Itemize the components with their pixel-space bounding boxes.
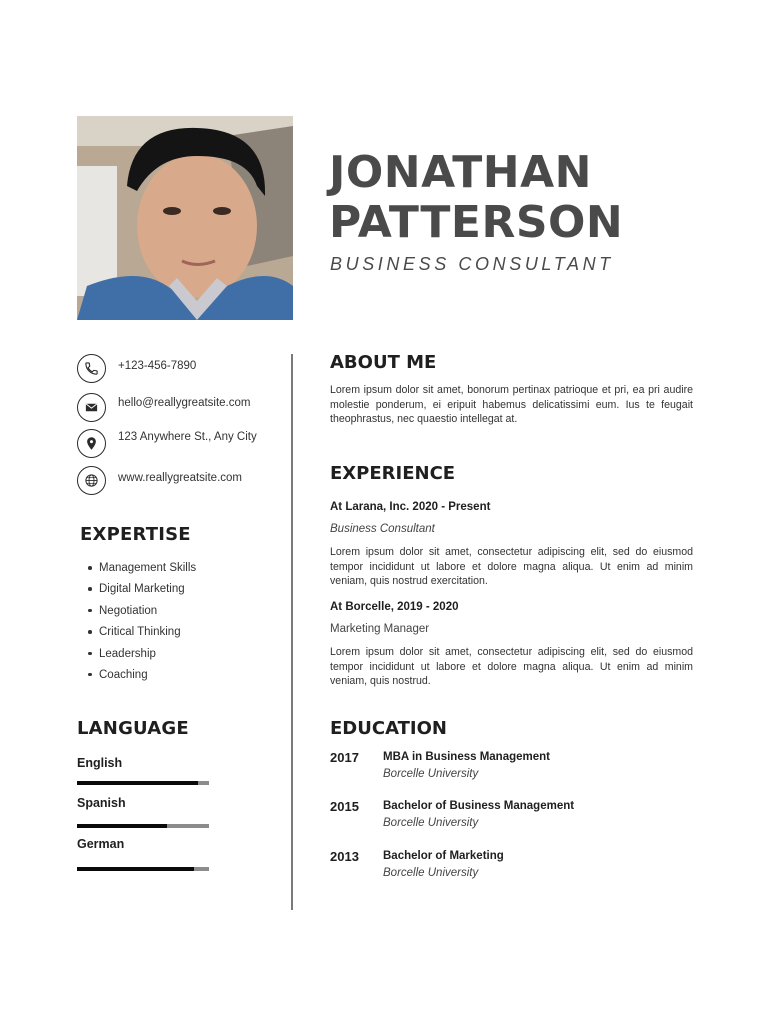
- job-2-role: Marketing Manager: [330, 623, 430, 635]
- job-1-description: Lorem ipsum dolor sit amet, consectetur adipiscing elit, sed do eiusmod tempor incididunt ut labore et dolore magna aliqua. Ut enim ad minim veniam, quis nostrud exercitation.: [330, 546, 693, 587]
- language-heading: LANGUAGE: [77, 718, 189, 739]
- list-item: Digital Marketing: [88, 580, 196, 601]
- contact-website: [77, 466, 268, 495]
- edu-1-degree: MBA in Business Management: [383, 751, 550, 763]
- mail-icon: [77, 393, 106, 422]
- website-text: www.reallygreatsite.com: [118, 472, 242, 484]
- contact-phone: [77, 354, 268, 383]
- edu-3-year: 2013: [330, 849, 359, 864]
- contact-address: [77, 429, 268, 458]
- job-2-description: Lorem ipsum dolor sit amet, consectetur adipiscing elit, sed do eiusmod tempor incididunt ut labore et dolore magna aliqua. Ut enim ad minim veniam, quis nostrud.: [330, 646, 693, 687]
- job-2-title: At Borcelle, 2019 - 2020: [330, 601, 459, 613]
- location-icon: [77, 429, 106, 458]
- edu-1-school: Borcelle University: [383, 768, 479, 780]
- list-item: Coaching: [88, 666, 196, 687]
- job-1-role: Business Consultant: [330, 523, 435, 535]
- experience-heading: EXPERIENCE: [330, 463, 456, 484]
- job-1-title: At Larana, Inc. 2020 - Present: [330, 501, 491, 513]
- column-divider: [291, 354, 293, 910]
- language-english-bar: [77, 781, 209, 785]
- language-german: German: [77, 837, 125, 851]
- edu-3-degree: Bachelor of Marketing: [383, 850, 504, 862]
- address-text: 123 Anywhere St., Any City: [118, 431, 257, 443]
- list-item: Negotiation: [88, 602, 196, 623]
- profile-photo: [77, 116, 293, 320]
- expertise-heading: EXPERTISE: [80, 524, 191, 545]
- globe-icon: [77, 466, 106, 495]
- list-item: Management Skills: [88, 559, 196, 580]
- language-english-fill: [77, 781, 198, 785]
- language-spanish-bar: [77, 824, 209, 828]
- list-item: Critical Thinking: [88, 623, 196, 644]
- portrait-image: [77, 116, 293, 320]
- language-spanish: Spanish: [77, 796, 126, 810]
- name-last: PATTERSON: [329, 197, 624, 248]
- name-first: JONATHAN: [329, 147, 592, 198]
- language-spanish-fill: [77, 824, 167, 828]
- edu-2-year: 2015: [330, 799, 359, 814]
- email-text: hello@reallygreatsite.com: [118, 397, 251, 409]
- edu-3-school: Borcelle University: [383, 867, 479, 879]
- phone-text: +123-456-7890: [118, 360, 197, 372]
- edu-2-school: Borcelle University: [383, 817, 479, 829]
- language-german-fill: [77, 867, 194, 871]
- job-role-title: BUSINESS CONSULTANT: [330, 254, 614, 274]
- language-english: English: [77, 756, 123, 770]
- about-text: Lorem ipsum dolor sit amet, bonorum pertinax patrioque et pri, ea pri audire molestie ponderum, ei eripuit habemus delicatissimi eum. Ius te feugait theophrastus, nec quaestio intellegat at.: [330, 384, 693, 425]
- about-heading: ABOUT ME: [330, 352, 437, 373]
- education-heading: EDUCATION: [330, 718, 447, 739]
- list-item: Leadership: [88, 645, 196, 666]
- expertise-list: [88, 559, 196, 687]
- phone-icon: [77, 354, 106, 383]
- edu-2-degree: Bachelor of Business Management: [383, 800, 575, 812]
- full-name: [329, 148, 749, 248]
- language-german-bar: [77, 867, 209, 871]
- contact-email: [77, 393, 268, 422]
- edu-1-year: 2017: [330, 750, 359, 765]
